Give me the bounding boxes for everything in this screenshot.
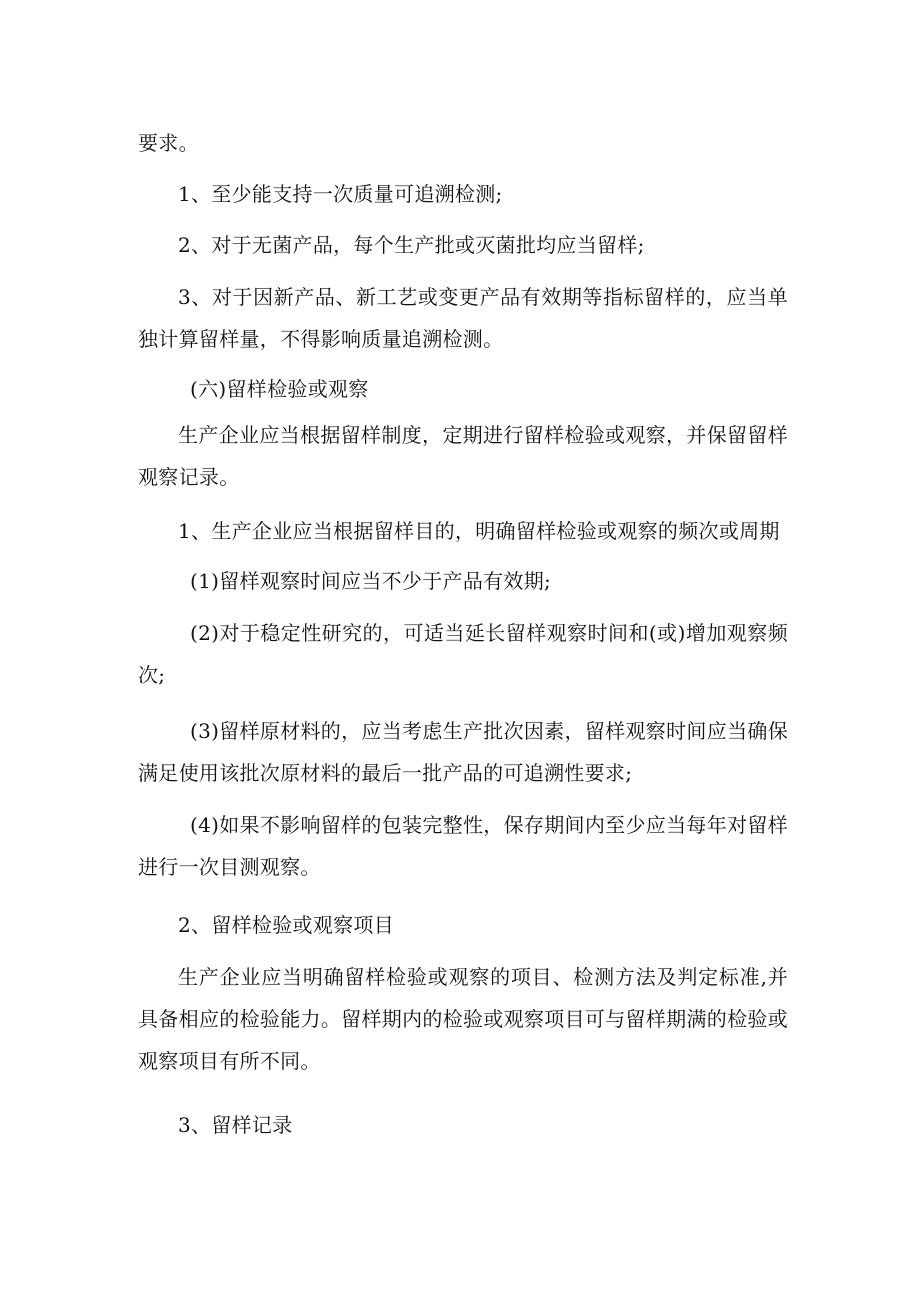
subitem-4: (4)如果不影响留样的包装完整性，保存期间内至少应当每年对留样进行一次目测观察。 — [138, 813, 788, 879]
paragraph-continuation: 要求。 — [138, 131, 199, 155]
subsection-1-heading: 1、生产企业应当根据留样目的，明确留样检验或观察的频次或周期 — [178, 519, 780, 543]
list-item-2: 2、对于无菌产品，每个生产批或灭菌批均应当留样; — [178, 233, 645, 257]
subitem-1: (1)留样观察时间应当不少于产品有效期; — [190, 569, 552, 593]
subsection-3-heading: 3、留样记录 — [178, 1113, 293, 1137]
section-heading-6: (六)留样检验或观察 — [190, 377, 369, 401]
list-item-1: 1、至少能支持一次质量可追溯检测; — [178, 182, 503, 206]
subsection-2-body: 生产企业应当明确留样检验或观察的项目、检测方法及判定标准,并具备相应的检验能力。留样期内的检验或观察项目可与留样期满的检验或观察项目有所不同。 — [138, 965, 788, 1073]
subsection-2-heading: 2、留样检验或观察项目 — [178, 913, 395, 937]
subitem-2: (2)对于稳定性研究的，可适当延长留样观察时间和(或)增加观察频次; — [138, 621, 788, 687]
section-6-intro: 生产企业应当根据留样制度，定期进行留样检验或观察，并保留留样观察记录。 — [138, 423, 788, 489]
list-item-3: 3、对于因新产品、新工艺或变更产品有效期等指标留样的，应当单独计算留样量，不得影响质量追溯检测。 — [138, 285, 788, 351]
subitem-3: (3)留样原材料的，应当考虑生产批次因素，留样观察时间应当确保满足使用该批次原材料的最后一批产品的可追溯性要求; — [138, 719, 788, 785]
